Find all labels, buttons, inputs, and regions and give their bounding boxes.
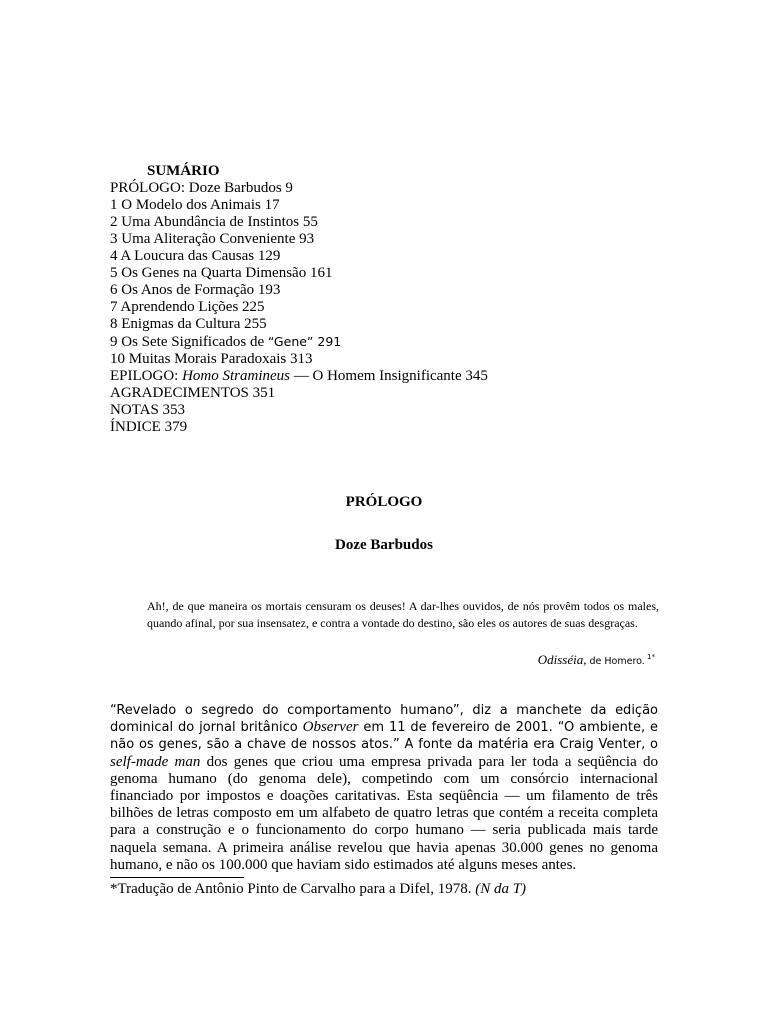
footnote-separator (110, 877, 244, 878)
toc-item-chapter-5: 5 Os Genes na Quarta Dimensão 161 (110, 265, 333, 281)
toc-item-acknowledgements: AGRADECIMENTOS 351 (110, 385, 276, 401)
table-of-contents (110, 163, 670, 436)
toc-item-epilogue-suffix: — O Homem Insignificante 345 (290, 368, 488, 384)
body-text-self-made: self-made man (110, 753, 201, 770)
toc-item-chapter-6: 6 Os Anos de Formação 193 (110, 282, 281, 298)
epigraph-author: de Homero. (586, 656, 645, 667)
body-text-2: em 11 de fevereiro de 2001. “O ambiente, e não os genes, são a chave de nossos atos.” A fonte da matéria era Craig Venter, o (110, 720, 658, 753)
toc-item-chapter-9-gene: “Gene” 291 (267, 334, 342, 349)
footnote (110, 881, 526, 898)
epigraph-footnote-mark: 1* (644, 652, 655, 661)
toc-item-notes: NOTAS 353 (110, 402, 186, 418)
toc-item-epilogue-title: Homo Stramineus (182, 368, 290, 384)
epigraph-quote: Ah!, de que maneira os mortais censuram os deuses! A dar-lhes ouvidos, de nós provêm todos os males, quando afinal, por sua insensatez, e contra a vontade do destino, são eles os autores de suas desgraças. (147, 599, 659, 630)
toc-item-chapter-1: 1 O Modelo dos Animais 17 (110, 197, 280, 213)
toc-item-epilogue (110, 368, 670, 385)
prologue-subheading: Doze Barbudos (335, 537, 433, 553)
body-paragraph (110, 702, 658, 874)
toc-item-chapter-4: 4 A Loucura das Causas 129 (110, 248, 281, 264)
toc-item-chapter-9-text: 9 Os Sete Significados de (110, 334, 268, 350)
footnote-translator-note: (N da T) (475, 881, 527, 897)
toc-item-chapter-10: 10 Muitas Morais Paradoxais 313 (110, 351, 313, 367)
toc-item-chapter-3: 3 Uma Aliteração Conveniente 93 (110, 231, 315, 247)
toc-item-prologue: PRÓLOGO: Doze Barbudos 9 (110, 180, 293, 196)
body-text-3: dos genes que criou uma empresa privada para ler toda a seqüência do genoma humano (do genoma dele), competindo com um consórcio internacional financiado por impostos e doações caritativas. Esta seqüência — um filamento de três bilhões de letras composto em um alfabeto de quatro letras que contém a receita completa para a construção e o funcionamento do corpo humano — seria publicada mais tarde naquela semana. A primeira análise revelou que havia apenas 30.000 genes no genoma humano, e não os 100.000 que haviam sido estimados até alguns meses antes. (110, 753, 658, 873)
prologue-heading: PRÓLOGO (345, 494, 423, 510)
body-text-1: “Revelado o segredo do comportamento humano”, diz a manchete da edição dominical do jornal britânico (110, 703, 658, 736)
toc-item-chapter-2: 2 Uma Abundância de Instintos 55 (110, 214, 318, 230)
epigraph-work: Odisséia, (537, 652, 587, 667)
toc-item-chapter-7: 7 Aprendendo Lições 225 (110, 299, 265, 315)
epigraph-attribution (538, 652, 655, 668)
body-text-observer: Observer (302, 719, 359, 736)
toc-item-epilogue-prefix: EPILOGO: (110, 368, 183, 384)
footnote-text: *Tradução de Antônio Pinto de Carvalho para a Difel, 1978. (110, 881, 476, 897)
toc-title: SUMÁRIO (147, 163, 220, 179)
toc-item-chapter-9 (110, 333, 670, 351)
toc-item-chapter-8: 8 Enigmas da Cultura 255 (110, 316, 267, 332)
toc-item-index: ÍNDICE 379 (110, 419, 188, 435)
